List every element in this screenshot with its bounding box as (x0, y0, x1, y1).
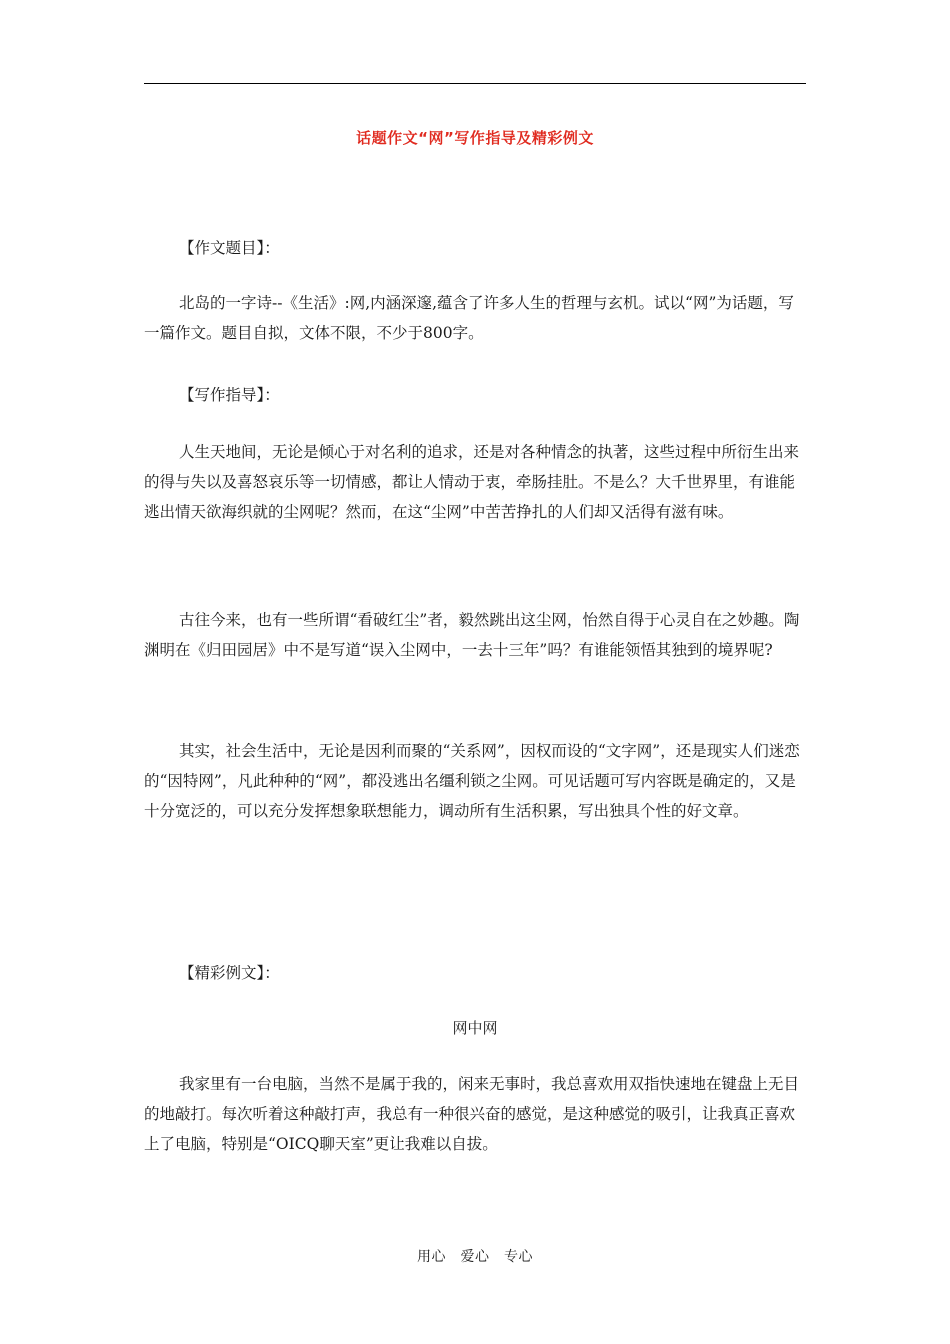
topic-heading: 【作文题目】： (179, 239, 280, 257)
document-title: 话题作文“网”写作指导及精彩例文 (356, 129, 594, 147)
topic-paragraph: 北岛的一字诗--《生活》:网,内涵深邃,蕴含了许多人生的哲理与玄机。试以“网”为话题，写一篇作文。题目自拟，文体不限，不少于800字。 (144, 294, 794, 342)
guide-paragraph-3: 其实，社会生活中，无论是因利而聚的“关系网”，因权而设的“文字网”，还是现实人们迷恋的“因特网”，凡此种种的“网”，都没逃出名缰利锁之尘网。可见话题可写内容既是确定的，又是十分宽泛的，可以充分发挥想象联想能力，调动所有生活积累，写出独具个性的好文章。 (144, 742, 800, 820)
example-title: 网中网 (452, 1019, 498, 1037)
guide-paragraph-2: 古往今来，也有一些所谓“看破红尘”者，毅然跳出这尘网，怡然自得于心灵自在之妙趣。陶渊明在《归田园居》中不是写道“误入尘网中，一去十三年”吗？有谁能领悟其独到的境界呢? (144, 611, 800, 659)
header-rule (144, 83, 806, 84)
example-heading: 【精彩例文】： (179, 964, 280, 982)
page-footer: 用心 爱心 专心 (417, 1249, 533, 1265)
example-paragraph-1: 我家里有一台电脑，当然不是属于我的，闲来无事时，我总喜欢用双指快速地在键盘上无目的地敲打。每次听着这种敲打声，我总有一种很兴奋的感觉，是这种感觉的吸引，让我真正喜欢上了电脑，特别是“OICQ聊天室”更让我难以自拔。 (144, 1075, 800, 1153)
guide-paragraph-1: 人生天地间，无论是倾心于对名利的追求，还是对各种情念的执著，这些过程中所衍生出来的得与失以及喜怒哀乐等一切情感，都让人情动于衷，牵肠挂肚。不是么？大千世界里，有谁能逃出情天欲海织就的尘网呢？然而，在这“尘网”中苦苦挣扎的人们却又活得有滋有味。 (144, 443, 800, 521)
guide-heading: 【写作指导】： (179, 386, 280, 404)
